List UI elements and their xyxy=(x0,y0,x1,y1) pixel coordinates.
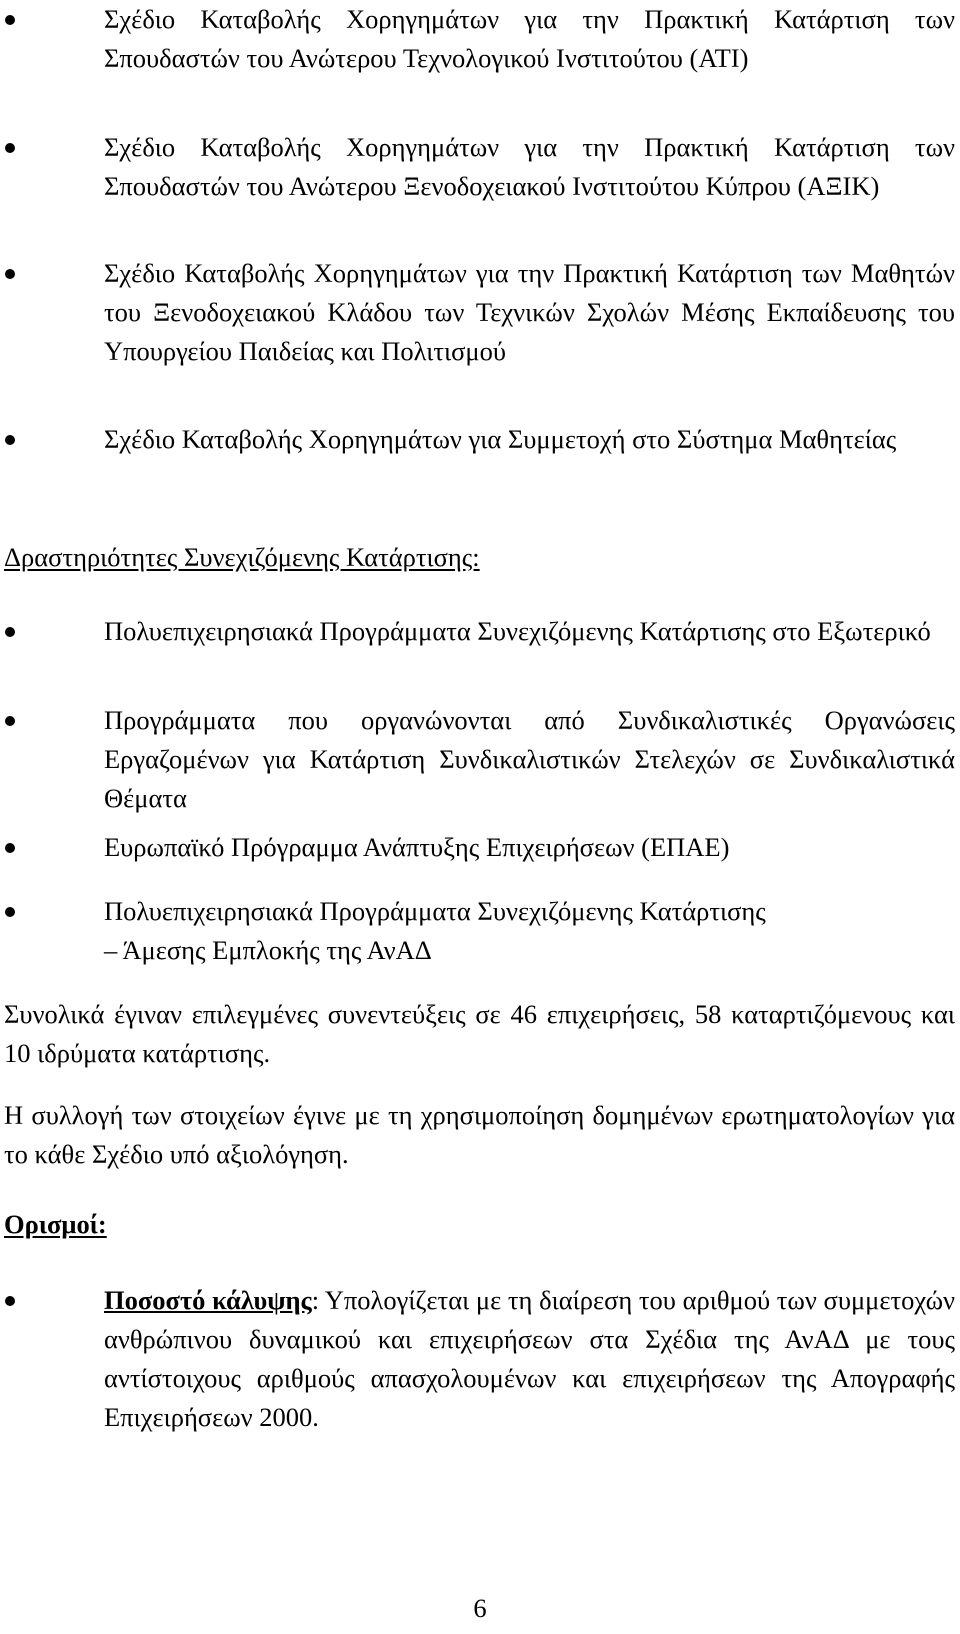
list-item-text: Σχέδιο Καταβολής Χορηγημάτων για την Πρακτική Κατάρτιση των Σπουδαστών του Ανώτερου Τεχνολογικού Ινστιτούτου (ΑΤΙ) xyxy=(104,4,955,73)
bullet-icon xyxy=(2,828,22,867)
bullet-icon xyxy=(2,701,22,740)
bullet-icon xyxy=(2,420,22,459)
bullet-icon xyxy=(2,892,22,931)
definition-description: : Υπολογίζεται με τη διαίρεση του αριθμού των συμμετοχών ανθρώπινου δυναμικού και επιχειρήσεων στα Σχέδια της ΑνΑΔ με τους αντίστοιχους αριθμούς απασχολουμένων και επιχειρήσεων της Απογραφής Επιχειρήσεων 2000. xyxy=(104,1285,955,1432)
list-item-text: Σχέδιο Καταβολής Χορηγημάτων για την Πρακτική Κατάρτιση των Σπουδαστών του Ανώτερου Ξενοδοχειακού Ινστιτούτου Κύπρου (ΑΞΙΚ) xyxy=(104,132,955,201)
list-item-text: Σχέδιο Καταβολής Χορηγημάτων για την Πρακτική Κατάρτιση των Μαθητών του Ξενοδοχειακού Κλάδου των Τεχνικών Σχολών Μέσης Εκπαίδευσης του Υπουργείου Παιδείας και Πολιτισμού xyxy=(104,258,955,366)
definition-text xyxy=(104,1281,955,1437)
section-heading: Δραστηριότητες Συνεχιζόμενης Κατάρτισης: xyxy=(4,542,480,572)
definition-term: Ποσοστό κάλυψης xyxy=(104,1285,312,1315)
list-item-text: Σχέδιο Καταβολής Χορηγημάτων για Συμμετοχή στο Σύστημα Μαθητείας xyxy=(104,424,897,454)
list-item-text: Προγράμματα που οργανώνονται από Συνδικαλιστικές Οργανώσεις Εργαζομένων για Κατάρτιση Συνδικαλιστικών Στελεχών σε Συνδικαλιστικά Θέματα xyxy=(104,705,955,813)
bullet-icon xyxy=(2,1281,22,1320)
bullet-icon xyxy=(2,612,22,651)
list-item-text xyxy=(104,892,955,970)
list-item-text: Πολυεπιχειρησιακά Προγράμματα Συνεχιζόμενης Κατάρτισης στο Εξωτερικό xyxy=(104,616,931,646)
paragraph-interviews: Συνολικά έγιναν επιλεγμένες συνεντεύξεις σε 46 επιχειρήσεις, 58 καταρτιζόμενους και 10 ιδρύματα κατάρτισης. xyxy=(4,999,955,1068)
list-item-text: Ευρωπαϊκό Πρόγραμμα Ανάπτυξης Επιχειρήσεων (ΕΠΑΕ) xyxy=(104,832,730,862)
definitions-heading: Ορισμοί: xyxy=(4,1209,107,1239)
bullet-icon xyxy=(2,128,22,167)
bullet-icon xyxy=(2,254,22,293)
paragraph-data-collection: Η συλλογή των στοιχείων έγινε με τη χρησιμοποίηση δομημένων ερωτηματολογίων για το κάθε Σχέδιο υπό αξιολόγηση. xyxy=(4,1100,955,1169)
bullet-icon xyxy=(2,0,22,39)
list-item-line: – Άμεσης Εμπλοκής της ΑνΑΔ xyxy=(104,935,432,965)
list-item-line: Πολυεπιχειρησιακά Προγράμματα Συνεχιζόμενης Κατάρτισης xyxy=(104,896,766,926)
page-number: 6 xyxy=(473,1593,487,1623)
